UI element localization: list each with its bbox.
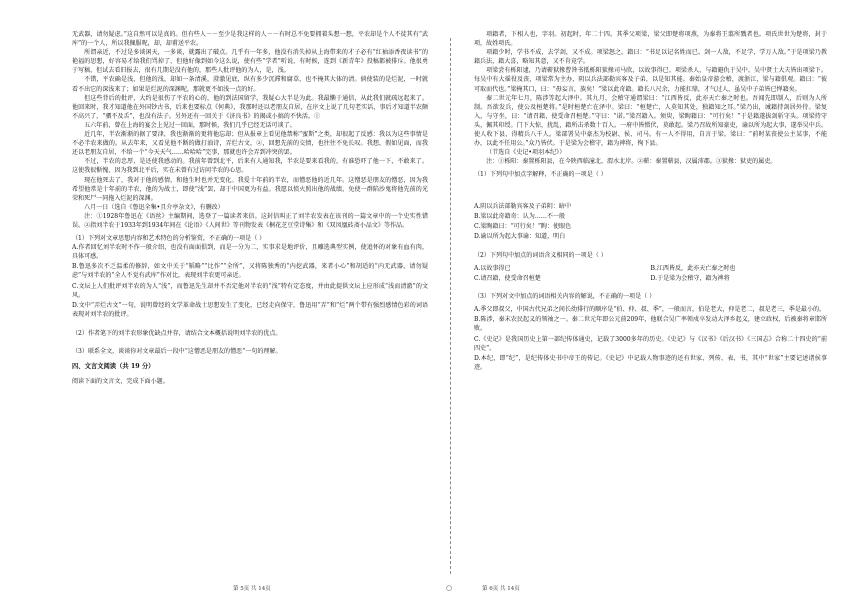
passage-source: （节选自《史记•项羽本纪》） xyxy=(486,149,566,157)
question-1-stem: （1）下列对文章思想内容和艺术特色的分析鉴赏，不正确的一项是（ ） xyxy=(72,235,266,243)
passage-note: 注：①栎阳：秦置栎阳县，在今陕西临潼北，渭水北岸。②蕲：秦置蕲县，汉属沛郡。③狱掾：狱吏的属吏。 xyxy=(486,158,777,166)
question-2-stem: （2）作者笔下的刘半农形象优缺点并存，请结合文本概括说明刘半农的优点。 xyxy=(72,329,282,337)
binding-circle-icon: ○ xyxy=(446,584,453,592)
passage-paragraph: 不错，平农确是浅，但他的浅，却如一条清溪，澄澈见底，纵有多少沉滞和腐草，也不掩其大体的清。倘使装的是烂泥，一时就看不出它的深浅来了；如果是烂泥的深渊呢，那就更不如浅一点的好。 xyxy=(72,76,428,93)
question-1-option-c[interactable]: C.文坛上人们批评刘半农的为人“浅”，而鲁迅先生却并不否定他对半农的“浅”特有定态度，并由此提供文坛上应形成“浅而清澈”的文风。 xyxy=(72,282,428,299)
passage-paragraph: 五六年前，曾在上海的宴会上见过一回面，那时候，我们几乎已经无话可谈了。 xyxy=(84,121,296,129)
question-3-option-a[interactable]: A.季父即叔父，中国古代兄弟之间长幼排行的顺序是“伯、仲、叔、季”，一般而言，伯是老大，仲是老二，叔是老三，季是最小的。 xyxy=(474,306,826,314)
question-1-option-a[interactable]: A.作者回忆刘半农时不作一般介绍，也没有面面俱到，而是一分为二，实事求是地评价，且雕选典型实例，使追怀的对象有血有肉，具体可感。 xyxy=(72,244,428,261)
passage-paragraph: 所谓亲近，不过是多谈闲天，一多谈，就露出了破点。几乎有一年多，他没有消失掉从上海带来的才子必有“红袖添香夜读书”的艳福的思想，好容易才给我们骂掉了，但他好像到如今这么说，使有些“学者”听说，有时候，连到《新青年》投稿都被排斥。他很勇于写稿，但试去看旧报去，很有几期是没有他的，那些人批评他的为人，是，浅。 xyxy=(72,49,428,75)
answer-space xyxy=(474,180,827,202)
section-4-instruction: 阅读下面的文言文，完成下面小题。 xyxy=(72,378,169,386)
page-number-right: 第 6页 共 14页 xyxy=(482,586,520,592)
question-1-option-a[interactable]: A.阴以兵法部勒宾客及子弟阴：暗中 xyxy=(474,202,571,210)
question-3-option-b[interactable]: B.陈涉，秦末农民起义的领袖之一。秦二世元年即公元前209年，他联合吴广率领戍卒发动大泽乡起义，建立政权，后被秦将章邯所败。 xyxy=(474,316,827,333)
passage-paragraph: 项籍少时，学书不成，去学剑，又不成。项梁怒之。籍曰：“书足以记名姓而已。剑一人敌，不足学，学万人敌。”于是项梁乃教籍兵法，籍大喜，略知其意，又不肯竟学。 xyxy=(474,49,827,66)
section-4-heading: 四、文言文阅读（共 19 分） xyxy=(72,363,155,371)
passage-paragraph: 但这些背后的批评，大约是很伤了平农的心的，他的到法国留学，我疑心大半是为此。我最懒于通信，从此我们就疏远起来了。他回来时，我才知道他在外国钞古书，后来也要标点《何典》，我那时还以老朋友自居，在序文上说了几句老实话，事后才知道半农颇不高兴了，“驷不及舌”，也没有法子。另外还有一回关于《济良书》的揭或小搞的不快活。① xyxy=(72,94,428,120)
question-1-option-b[interactable]: B.鲁迅多次不乏温柔的修辞，如文中关于“韬略”“比作”“全所”，又将陈独秀的“内挖武器，来者小心”和胡适的“内无武器，请勿疑虑”与刘半农的“全人不觉有武库”作对比，表现刘半农更可亲近。 xyxy=(72,263,428,280)
question-3-option-c[interactable]: C.《史记》是我国历史上第一部纪传体通史，记载了3000多年的历史。《史记》与《汉书》《后汉书》《三国志》合称二十四史的“前四史”。 xyxy=(474,335,827,352)
question-3-stem: （3）下列对文中加点的词语相关内容的解说，不正确的一项是（ ） xyxy=(474,293,656,301)
page-number-left: 第 5页 共 14页 xyxy=(233,586,271,592)
passage-paragraph: 无武器，请勿疑虑。”这自然可以是真的。但有些人－－至少是我这样的人－－有时总不免要拥着头想一想，平农却是个人不徒其有“武库”的一个人，所以我佩服呢，却，却甫送平农。 xyxy=(72,31,428,48)
question-2-option-a[interactable]: A.以故事得已 xyxy=(474,264,511,272)
question-1-option-d[interactable]: D.谕以所为起大事谕：知道，明白 xyxy=(474,232,566,240)
question-1-option-d[interactable]: D.文中“弄烂古文”一句，说明曾经的文学革命战士思想发生了变化，已经走向保守，鲁迅用“弄”和“烂”两个带有强烈感情色彩的词语表现对刘半农的批评。 xyxy=(72,301,428,318)
question-1-stem: （1）下列句中加点字解释，不正确的一项是（ ） xyxy=(474,171,607,179)
question-3-option-d[interactable]: D.本纪，即“纪”，是纪传体史书中帝王的传记。《史记》中记载人物事迹的还有世家、列传、表、书，其中“世家”主要记述诸侯事迹。 xyxy=(474,354,827,371)
passage-paragraph: 不过，半农的忠厚，是还使我感动的。我前年曾到北平，后来有人通知我，半农是要来看我的，有谁恐吓了他一下，不敢来了。这使我很惭愧，因为我到北平后，实在未曾有过访问半农的心思。 xyxy=(72,158,428,175)
question-2-options xyxy=(474,264,827,283)
question-2-option-c[interactable]: C.请召籍，使受命召桓楚 xyxy=(474,275,541,283)
question-2-stem: （2）下列句中加点的词语含义相同的一项是（ ） xyxy=(474,251,607,259)
passage-paragraph: 项梁尝有栎阳逮，乃请蕲狱掾曹咎书抵栎阳狱掾司马欣，以故事得已。项梁杀人，与籍避仇于吴中。吴中贤士大夫皆出项梁下。每吴中有大徭役及丧，项梁常为主办，阴以兵法部勒宾客及子弟，以是知其能。秦始皇帝游会稽，渡浙江，梁与籍俱观。籍曰：“彼可取而代也。”梁掩其口，曰：“毋妄言，族矣！”梁以此奇籍。籍长八尺余，力能扛鼎，才气过人，虽吴中子弟皆已惮籍矣。 xyxy=(474,67,827,93)
passage-paragraph: 近几年，半农渐渐的据了要津，我也渐渐的更将他忘却；但从报章上看见他禁称“蜜斯”之类，却很起了反感：我以为这些事情是不必半农来做的。从去年来，又看见他不断的做打油诗，弄烂古文，②，回想先前的交情，也往往不免长叹。我想，假如见面，而我还以老朋友自居，不给一个“今天天气……哈哈哈”完事，那就也许会弄到冲突的罢。 xyxy=(72,131,428,157)
left-page xyxy=(72,30,428,586)
passage-paragraph: 秦二世元年七月，陈涉等起大泽中。其九月，会稽守通谓梁曰：“江西皆反，此亦天亡秦之时也。吾闻先即制人，后则为人所制。吾欲发兵，使公及桓楚将。”是时桓楚亡在泽中。梁曰：“桓楚亡，人莫知其处，独籍知之耳。”梁乃出，诫籍持剑居外待。梁复入，与守坐，曰：“请召籍，使受命召桓楚。”守曰：“诺。”梁召籍入。须臾，梁眴籍曰：“可行矣！”于是籍遂拔剑斩守头。项梁持守头，佩其印绶。门下大惊，扰乱，籍所击杀数十百人。一府中皆慑伏，莫敢起。梁乃召故所知豪吏，谕以所为起大事，遂举吴中兵。使人收下县，得精兵八千人。梁部署吴中豪杰为校尉、侯、司马。有一人不得用，自言于梁。梁曰：“前时某丧使公主某事，不能办，以此不任用公。”众乃皆伏。于是梁为会稽守，籍为裨将，徇下县。 xyxy=(474,94,827,148)
right-page xyxy=(474,30,827,586)
question-2-option-b[interactable]: B.江西皆反，此亦天亡秦之时也 xyxy=(650,264,736,272)
question-3-stem: （3）联系全文，谈谈你对文章最后一段中“这憎恶是朋友的憎恶”一句的理解。 xyxy=(72,348,282,355)
passage-date-source: 八月一日（选自《鲁迅全集•且介亭杂文》，有删改） xyxy=(84,203,224,211)
passage-paragraph: 现在他死去了，我对于他的感情，和他生时也并无变化。我爱十年前的半农，而憎恶他的近几年。这憎恶是朋友的憎恶，因为我希望他常是十年前的半农，他的为战士，即使“浅”罢，却于中国更为有益。我愿以愤火照出他的战绩，免使一群陷沙鬼将他先前的光荣和死尸一同拖入烂泥的深渊。 xyxy=(72,176,428,202)
question-1-option-b[interactable]: B.梁以此奇籍奇：认为……不一般 xyxy=(474,212,566,220)
question-2-option-d[interactable]: D.于是梁为会稽守，籍为裨将 xyxy=(650,275,730,283)
page-divider xyxy=(450,38,451,574)
passage-note: 注：①1928年鲁迅在《语丝》主编期间，选登了一篇读者来信。这封信叫正了刘半农发表在该刊的一篇文章中的一个史实性错误。②指刘半农于1933年到1934年间在《论语》《人间世》等刊物发表《桐花芝豆堂诗集》和《双凤凰砖斋小品文》等作品。 xyxy=(72,212,428,229)
passage-paragraph: 项籍者，下相人也，字羽。初起时，年二十四。其季父项梁，梁父即楚将项燕，为秦将王翦所戮者也。项氏世世为楚将，封于项，故姓项氏。 xyxy=(474,31,827,48)
question-1-option-c[interactable]: C.梁眴籍曰：“可行矣！”眴：使眼色 xyxy=(474,222,572,230)
